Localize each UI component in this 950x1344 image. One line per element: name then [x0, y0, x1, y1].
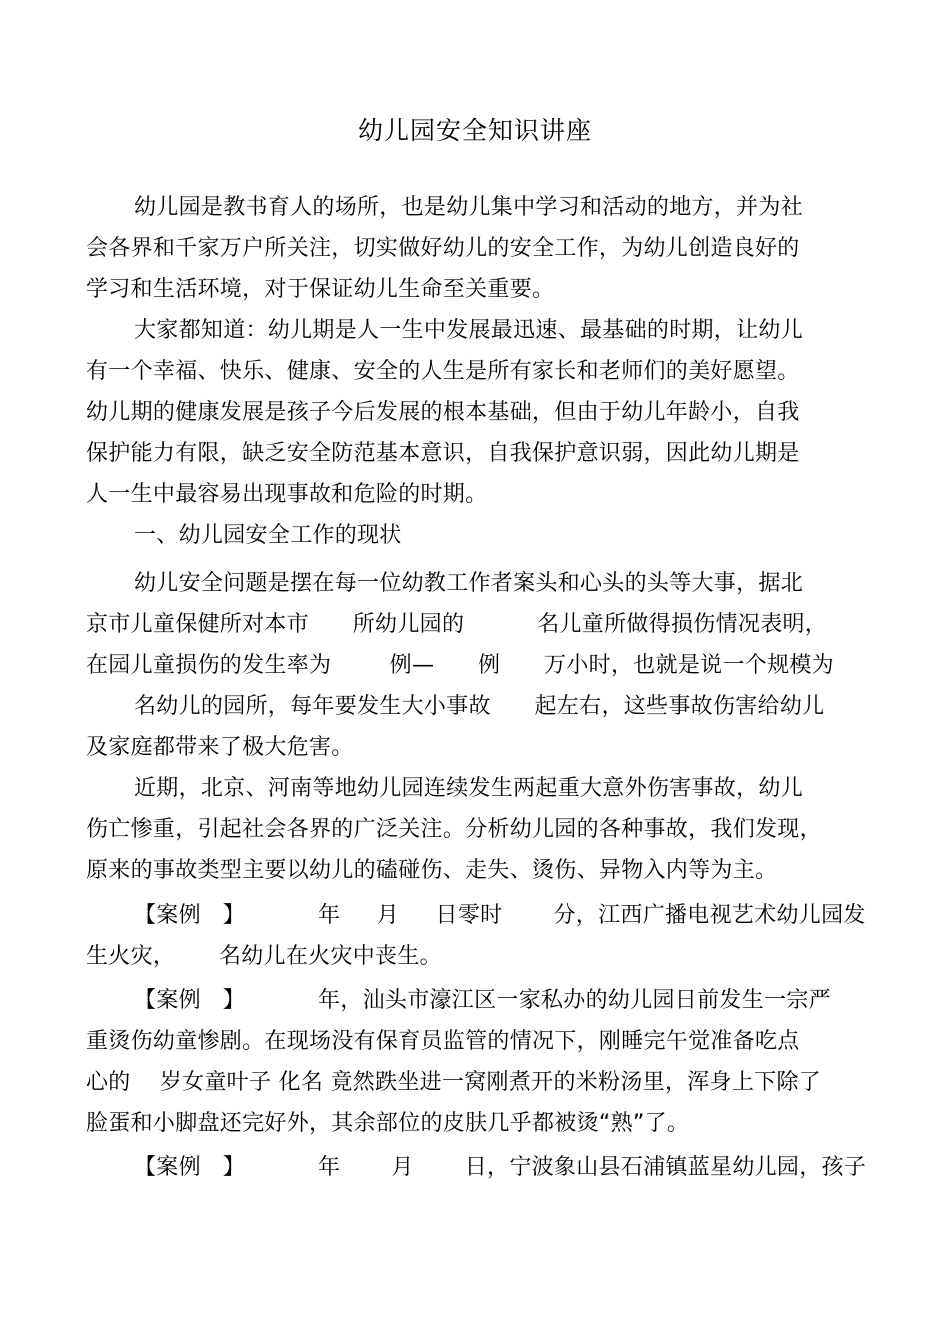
- paragraph-line: 原来的事故类型主要以幼儿的磕碰伤、走失、烫伤、异物入内等为主。: [86, 858, 778, 883]
- paragraph-line: 伤亡惨重，引起社会各界的广泛关注。分析幼儿园的各种事故，我们发现，: [86, 817, 822, 842]
- case-line: 【案例 】 年 月 日零时 分，江西广播电视艺术幼儿园发: [134, 903, 866, 928]
- case-line: 生火灾， 名幼儿在火灾中丧生。: [86, 944, 442, 969]
- paragraph-line: 学习和生活环境，对于保证幼儿生命至关重要。: [86, 277, 555, 302]
- paragraph-line: 名幼儿的园所，每年要发生大小事故 起左右，这些事故伤害给幼儿: [134, 694, 825, 719]
- case-line: 脸蛋和小脚盘还完好外，其余部位的皮肤几乎都被烫“熟”了。: [86, 1111, 690, 1136]
- paragraph-line: 近期，北京、河南等地幼儿园连续发生两起重大意外伤害事故，幼儿: [134, 776, 804, 801]
- paragraph-line: 幼儿园是教书育人的场所，也是幼儿集中学习和活动的地方，并为社: [134, 195, 804, 220]
- case-line: 重烫伤幼童惨剧。在现场没有保育员监管的情况下，刚睡完午觉准备吃点: [86, 1029, 800, 1054]
- paragraph-line: 会各界和千家万户所关注，切实做好幼儿的安全工作，为幼儿创造良好的: [86, 236, 800, 261]
- section-heading: 一、幼儿园安全工作的现状: [134, 523, 402, 548]
- paragraph-line: 有一个幸福、快乐、健康、安全的人生是所有家长和老师们的美好愿望。: [86, 359, 800, 384]
- paragraph-line: 京市儿童保健所对本市 所幼儿园的 名儿童所做得损伤情况表明，: [86, 612, 828, 637]
- paragraph-line: 幼儿安全问题是摆在每一位幼教工作者案头和心头的头等大事，据北: [134, 571, 804, 596]
- paragraph-line: 大家都知道：幼儿期是人一生中发展最迅速、最基础的时期，让幼儿: [134, 318, 804, 343]
- case-line: 【案例 】 年 月 日，宁波象山县石浦镇蓝星幼儿园，孩子: [134, 1155, 867, 1180]
- paragraph-line: 保护能力有限，缺乏安全防范基本意识，自我保护意识弱，因此幼儿期是: [86, 441, 800, 466]
- paragraph-line: 在园儿童损伤的发生率为 例— 例 万小时，也就是说一个规模为: [86, 653, 834, 678]
- paragraph-line: 人一生中最容易出现事故和危险的时期。: [86, 482, 488, 507]
- document-title: 幼儿园安全知识讲座: [357, 116, 592, 145]
- paragraph-line: 及家庭都带来了极大危害。: [86, 735, 354, 760]
- case-line: 心的 岁女童叶子 化名 竟然跌坐进一窝刚煮开的米粉汤里，浑身上下除了: [86, 1070, 822, 1095]
- paragraph-line: 幼儿期的健康发展是孩子今后发展的根本基础，但由于幼儿年龄小，自我: [86, 400, 800, 425]
- case-line: 【案例 】 年，汕头市濠江区一家私办的幼儿园日前发生一宗严: [134, 988, 831, 1013]
